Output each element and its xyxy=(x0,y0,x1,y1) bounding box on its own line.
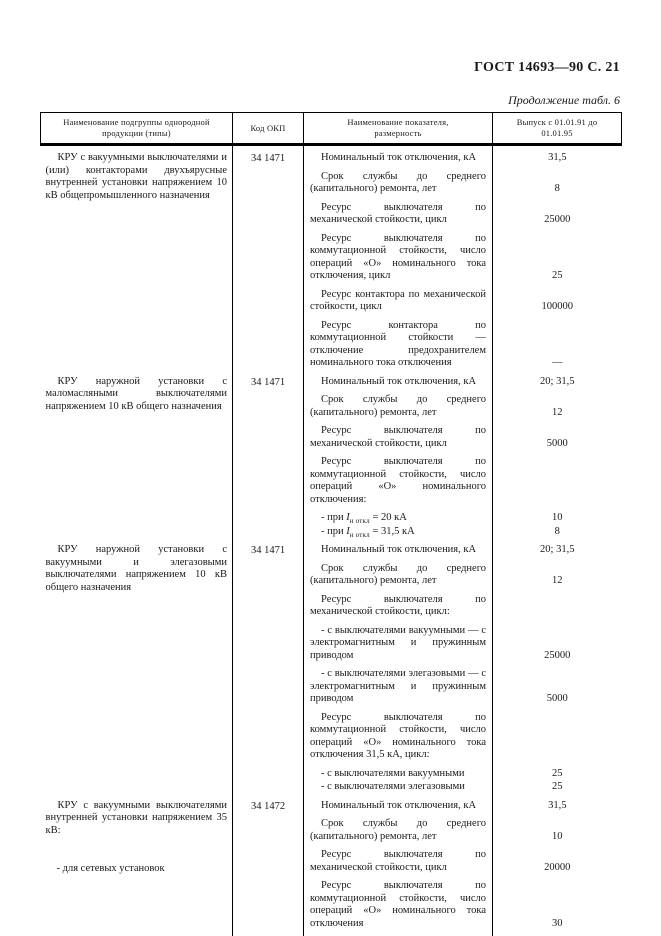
indicator-label: Номинальный ток отключения, кА xyxy=(304,794,493,813)
indicator-value: 10 xyxy=(552,512,563,524)
indicator-label: Ресурс выключателя по механической стойкости, цикл xyxy=(304,419,493,450)
okp-code: 34 1471 xyxy=(233,370,304,539)
indicator-label: Номинальный ток отключения, кА xyxy=(304,370,493,389)
indicator-label: Номинальный ток отключения, кА xyxy=(304,538,493,557)
product-subgroup-subitem: - для сетевых установок xyxy=(56,863,165,875)
indicator-label: Срок службы до среднего (капитального) ремонта, лет xyxy=(304,557,493,588)
indicator-label: - с выключателями элегазовыми — с электромагнитным и пружинным приводом xyxy=(304,662,493,706)
indicator-label: - при $I_{н откл} = 31,5$ кА xyxy=(304,525,493,539)
product-subgroup-name: КРУ наружной установки с вакуумными и элегазовыми выключателями напряжением 10 кВ общего назначения xyxy=(41,538,233,794)
indicator-label: Ресурс выключателя по коммутационной стойкости, число операций «О» номинального тока отключения 31,5 кА, цикл: xyxy=(304,706,493,762)
indicator-value: 25 xyxy=(552,767,563,779)
indicator-label: - с выключателями элегазовыми xyxy=(304,780,493,794)
indicator-label: Ресурс контактора по коммутационной стойкости — отключение предохранителем номинального тока отключения xyxy=(304,314,493,370)
indicator-value: 12 xyxy=(552,406,563,418)
indicator-label: Ресурс выключателя по коммутационной стойкости, число операций «О» номинального тока отключения, цикл xyxy=(304,227,493,283)
indicator-value xyxy=(493,588,622,619)
indicator-value: 5000 xyxy=(546,437,568,449)
indicator-value: 10 xyxy=(552,830,563,842)
table-header xyxy=(41,113,622,145)
indicator-label: - с выключателями вакуумными — с электромагнитным и пружинным приводом xyxy=(304,619,493,663)
indicator-label: - при $I_{н откл} = 20$ кА xyxy=(304,506,493,525)
col-header-indicator: Наименование показателя, размерность xyxy=(304,113,493,145)
indicator-value: 8 xyxy=(554,525,560,537)
indicator-row xyxy=(41,145,622,165)
okp-code: 34 1472 xyxy=(233,794,304,936)
indicator-value: 25000 xyxy=(544,649,571,661)
indicator-label: Номинальный ток отключения, кА xyxy=(304,145,493,165)
indicator-row xyxy=(41,370,622,389)
indicator-value: 25 xyxy=(552,270,563,282)
indicator-value: 25 xyxy=(552,781,563,793)
indicator-value: 8 xyxy=(554,183,560,195)
indicator-value xyxy=(493,450,622,506)
indicator-value: — xyxy=(552,357,563,369)
indicator-value: 100000 xyxy=(541,301,573,313)
table-body xyxy=(41,145,622,936)
indicator-label: - с выключателями вакуумными xyxy=(304,762,493,781)
indicator-value: 30 xyxy=(552,917,563,929)
indicator-value: 25000 xyxy=(544,214,571,226)
indicator-label: Ресурс контактора по механической стойкости, цикл xyxy=(304,283,493,314)
col-header-okp-code: Код ОКП xyxy=(233,113,304,145)
indicator-row xyxy=(41,538,622,557)
indicator-label: Срок службы до среднего (капитального) ремонта, лет xyxy=(304,388,493,419)
indicator-value: 20000 xyxy=(544,861,571,873)
table-header-row xyxy=(41,113,622,145)
product-subgroup-name: КРУ с вакуумными выключателями внутренней установки напряжением 35 кВ: - для сетевых установок xyxy=(41,794,233,936)
product-indicators-table xyxy=(40,112,622,936)
indicator-row xyxy=(41,794,622,813)
indicator-label: Ресурс выключателя по коммутационной стойкости, число операций «О» номинального отключения: xyxy=(304,450,493,506)
col-header-issue-period: Выпуск с 01.01.91 до 01.01.95 xyxy=(493,113,622,145)
indicator-value xyxy=(493,706,622,762)
product-subgroup-name: КРУ с вакуумными выключателями и (или) контакторами двухъярусные внутренней установки напряжением 10 кВ общепромышленного назначения xyxy=(41,145,233,370)
indicator-value: 31,5 xyxy=(548,799,567,811)
indicator-label: Ресурс выключателя по механической стойкости, цикл xyxy=(304,196,493,227)
indicator-value: 20; 31,5 xyxy=(540,544,575,556)
indicator-value: 12 xyxy=(552,575,563,587)
okp-code: 34 1471 xyxy=(233,538,304,794)
table-continuation-note: Продолжение табл. 6 xyxy=(508,93,620,107)
doc-header: ГОСТ 14693—90 С. 21 xyxy=(474,60,620,75)
indicator-label: Срок службы до среднего (капитального) ремонта, лет xyxy=(304,812,493,843)
indicator-value: 31,5 xyxy=(548,152,567,164)
indicator-label: Срок службы до среднего (капитального) ремонта, лет xyxy=(304,165,493,196)
indicator-value: 20; 31,5 xyxy=(540,375,575,387)
product-subgroup-name: КРУ наружной установки с маломасляными выключателями напряжением 10 кВ общего назначения xyxy=(41,370,233,539)
col-header-product-subgroup: Наименование подгруппы однородной продукции (типы) xyxy=(41,113,233,145)
indicator-label: Ресурс выключателя по механической стойкости, цикл xyxy=(304,843,493,874)
okp-code: 34 1471 xyxy=(233,145,304,370)
indicator-value: 5000 xyxy=(546,693,568,705)
indicator-label: Ресурс выключателя по механической стойкости, цикл: xyxy=(304,588,493,619)
indicator-label: Ресурс выключателя по коммутационной стойкости, число операций «О» номинального тока отключения xyxy=(304,874,493,936)
